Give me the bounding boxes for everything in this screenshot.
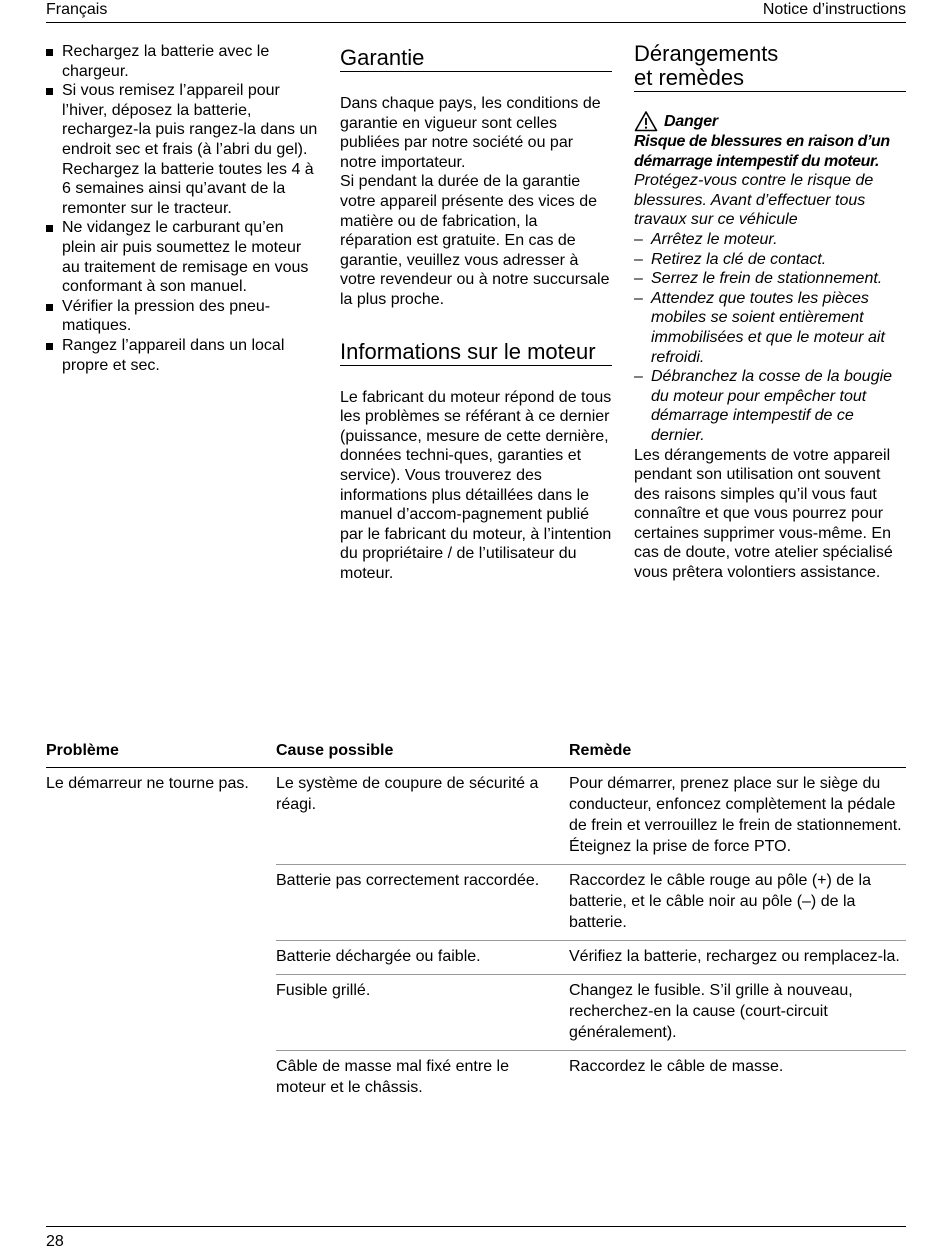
column-warranty-engine	[340, 42, 612, 583]
list-item	[634, 250, 906, 270]
page-number: 28	[46, 1233, 64, 1250]
remedy-line: Vérifiez la batterie, rechargez ou remplacez-la.	[569, 948, 900, 965]
bullet-text: Si vous remisez l’appareil pour l’hiver, déposez la batterie, rechargez-la puis rangez-la dans un endroit sec et frais (à l’abri du gel). Rechargez la batterie toutes les 4 à 6 semaines ainsi qu’avant de la remonter sur le tracteur.	[62, 82, 318, 217]
cause-cell: Le système de coupure de sécurité a réagi.	[276, 768, 569, 865]
cause-cell: Batterie pas correctement raccordée.	[276, 865, 569, 941]
list-item	[46, 42, 318, 81]
table-row	[46, 768, 906, 865]
list-item	[634, 289, 906, 367]
problem-cell: Le démarreur ne tourne pas.	[46, 775, 249, 792]
warning-triangle-icon	[634, 110, 658, 132]
column-storage	[46, 42, 318, 375]
dash-marker: –	[634, 368, 643, 386]
cause-cell: Câble de masse mal fixé entre le moteur et le châssis.	[276, 1058, 509, 1096]
list-item	[634, 230, 906, 250]
list-item	[634, 367, 906, 445]
column-header-cause: Cause possible	[276, 740, 569, 768]
bullet-square-icon	[46, 88, 53, 95]
remedy-cell	[569, 941, 906, 975]
danger-risk-text: Risque de blessures en raison d’un démarrage intempestif du moteur.	[634, 133, 890, 170]
dash-marker: –	[634, 250, 643, 268]
danger-step-text: Débranchez la cosse de la bougie du moteur pour empêcher tout démarrage intempestif de ce dernier.	[651, 368, 893, 444]
danger-step-text: Serrez le frein de stationnement.	[651, 270, 883, 288]
bullet-text: Rangez l’appareil dans un local propre et sec.	[62, 336, 285, 374]
page-header	[46, 0, 906, 23]
danger-step-text: Retirez la clé de contact.	[651, 250, 827, 268]
danger-step-text: Attendez que toutes les pièces mobiles se soient entièrement immobilisées et que le moteur ait refroidi.	[651, 289, 885, 366]
bullet-text: Rechargez la batterie avec le chargeur.	[62, 43, 270, 80]
remedy-line: Raccordez le câble rouge au pôle (+) de la batterie, et le câble noir au pôle (–) de la batterie.	[569, 872, 871, 931]
dash-marker: –	[634, 289, 643, 307]
remedy-cell	[569, 975, 906, 1051]
warranty-heading: Garantie	[340, 46, 612, 72]
cause-cell: Fusible grillé.	[276, 975, 569, 1051]
troubleshooting-paragraph: Les dérangements de votre appareil pendant son utilisation ont souvent des raisons simples qu’il vous faut connaître et que vous pourrez pour certaines supprimer vous-même. En cas de doute, votre atelier spécialisé vous prêtera volontiers assistance.	[634, 446, 893, 582]
troubleshooting-table	[46, 740, 906, 1105]
remedy-line: Changez le fusible. S’il grille à nouveau, recherchez-en la cause (court-circuit généralement).	[569, 982, 853, 1041]
header-language: Français	[46, 1, 108, 18]
bullet-text: Ne vidangez le carburant qu’en plein air puis soumettez le moteur au traitement de remisage en vous conformant à son manuel.	[62, 219, 309, 296]
danger-heading	[634, 110, 906, 132]
remedy-line: Éteignez la prise de force PTO.	[569, 838, 792, 855]
remedy-cell	[569, 1051, 906, 1106]
header-document-title: Notice d’instructions	[762, 1, 906, 18]
storage-bullet-list	[46, 42, 318, 375]
bullet-square-icon	[46, 343, 53, 350]
bullet-text: Vérifier la pression des pneu-matiques.	[62, 297, 271, 335]
engine-info-heading: Informations sur le moteur	[340, 340, 612, 366]
list-item	[46, 218, 318, 296]
column-header-remedy: Remède	[569, 740, 906, 768]
danger-steps-list	[634, 230, 906, 446]
remedy-line: Raccordez le câble de masse.	[569, 1058, 784, 1075]
bullet-square-icon	[46, 49, 53, 56]
engine-info-paragraph: Le fabricant du moteur répond de tous les problèmes se référant à ce dernier (puissance, mesure de cette dernière, données techni-ques, garanties et service). Vous trouverez des informations plus détaillées dans le manuel d’accom-pagnement publié par le fabricant du moteur, à l’intention du propriétaire / de l’utilisateur du moteur.	[340, 388, 612, 582]
list-item	[46, 81, 318, 218]
column-header-problem: Problème	[46, 740, 276, 768]
troubleshooting-heading	[634, 42, 906, 92]
list-item	[46, 336, 318, 375]
danger-step-text: Arrêtez le moteur.	[651, 230, 778, 248]
list-item	[46, 297, 318, 336]
warranty-paragraph-2: Si pendant la durée de la garantie votre appareil présente des vices de matière ou de fabrication, la réparation est gratuite. En cas de garantie, veuillez vous adresser à votre revendeur ou à notre succursale la plus proche.	[340, 173, 610, 308]
remedy-cell	[569, 865, 906, 941]
danger-label: Danger	[664, 113, 718, 131]
bullet-square-icon	[46, 304, 53, 311]
list-item	[634, 269, 906, 289]
warranty-paragraph-1: Dans chaque pays, les conditions de garantie en vigueur sont celles publiées par notre société ou par notre importateur.	[340, 95, 601, 171]
page-footer	[46, 1226, 906, 1250]
cause-cell: Batterie déchargée ou faible.	[276, 941, 569, 975]
troubleshooting-heading-line2: et remèdes	[634, 65, 745, 90]
troubleshooting-heading-line1: Dérangements	[634, 41, 779, 66]
dash-marker: –	[634, 270, 643, 288]
danger-intro-text: Protégez-vous contre le risque de blessures. Avant d’effectuer tous travaux sur ce véhicule	[634, 172, 874, 229]
dash-marker: –	[634, 230, 643, 248]
table-header-row	[46, 740, 906, 768]
bullet-square-icon	[46, 225, 53, 232]
column-troubleshooting	[634, 42, 906, 583]
remedy-cell	[569, 768, 906, 865]
remedy-line: Pour démarrer, prenez place sur le siège du conducteur, enfoncez complètement la pédale de frein et verrouillez le frein de stationnement.	[569, 775, 902, 834]
